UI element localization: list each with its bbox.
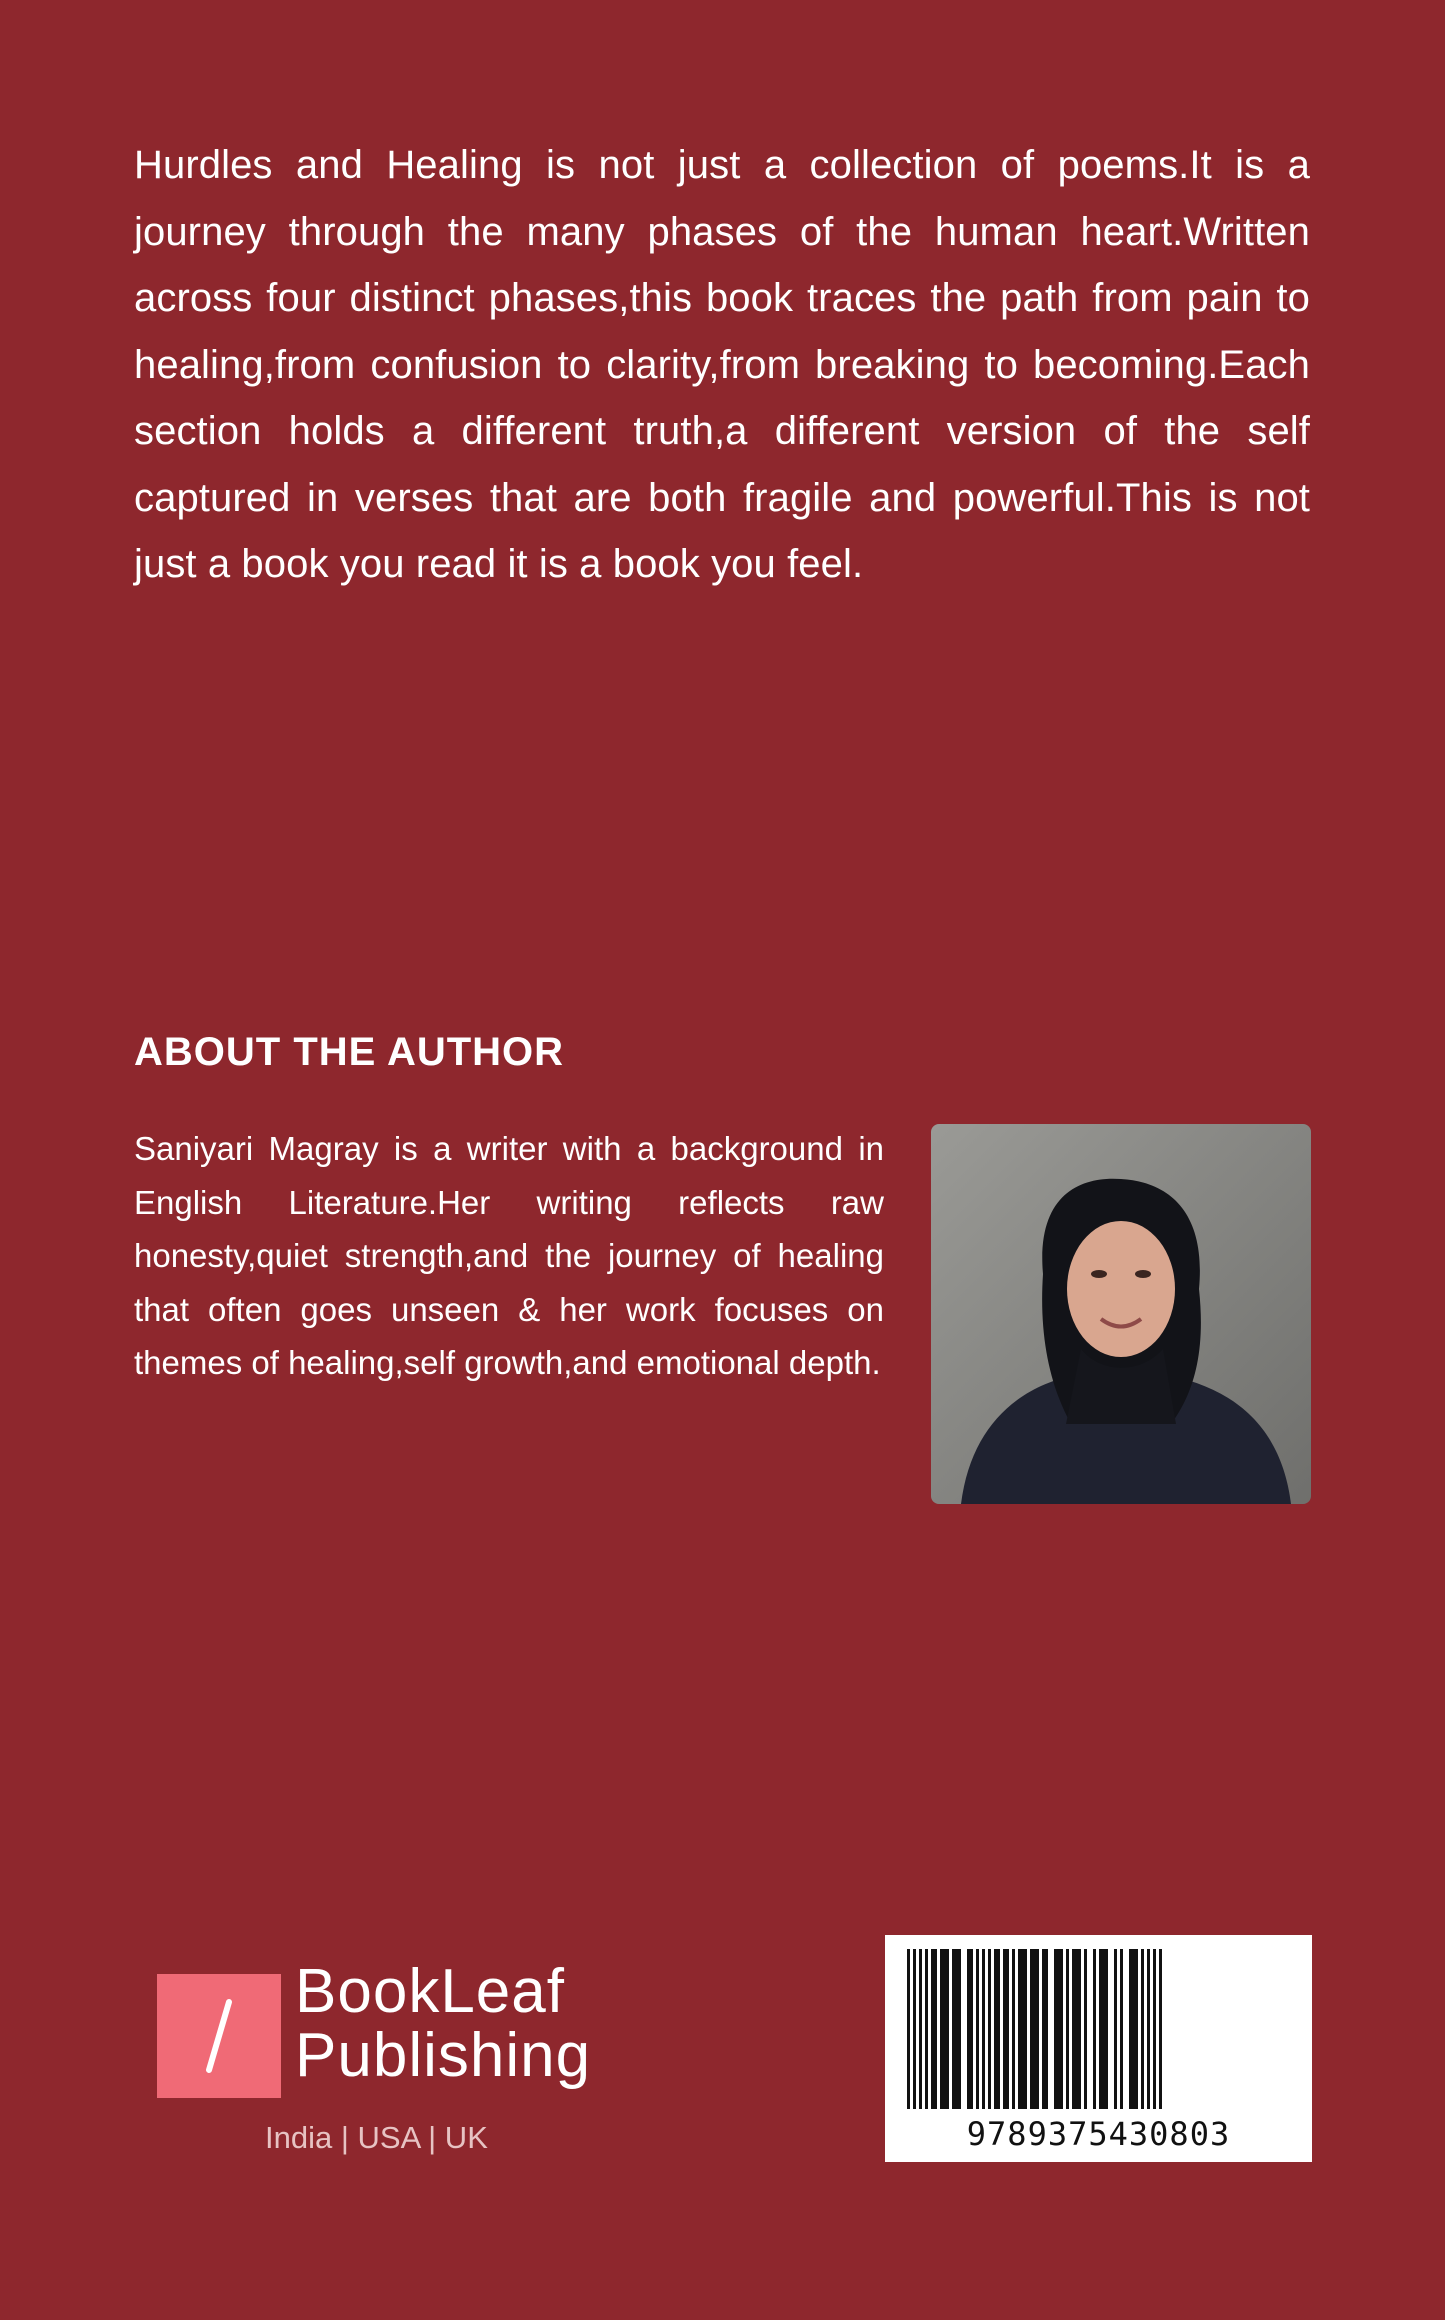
barcode-bar	[1153, 1949, 1156, 2109]
barcode-bar	[1012, 1949, 1015, 2109]
barcode-bar	[1099, 1949, 1108, 2109]
barcode-bar	[1141, 1949, 1144, 2109]
barcode-bar	[1030, 1949, 1039, 2109]
barcode-bar	[1084, 1949, 1087, 2109]
barcode-bar	[988, 1949, 991, 2109]
isbn-barcode	[885, 1935, 1312, 2162]
barcode-bar	[907, 1949, 910, 2109]
barcode-bar	[967, 1949, 973, 2109]
barcode-bar	[925, 1949, 928, 2109]
barcode-bar	[1066, 1949, 1069, 2109]
barcode-bar	[1054, 1949, 1063, 2109]
barcode-bar	[1159, 1949, 1162, 2109]
back-cover-blurb: Hurdles and Healing is not just a collection of poems.It is a journey through the many phases of the human heart.Written across four distinct phases,this book traces the path from pain to healing,from confusion to clarity,from breaking to becoming.Each section holds a different truth,a different version of the self captured in verses that are both fragile and powerful.This is not just a book you read it is a book you feel.	[134, 143, 1310, 586]
barcode-bar	[1120, 1949, 1123, 2109]
barcode-bar	[1129, 1949, 1138, 2109]
author-bio: Saniyari Magray is a writer with a background in English Literature.Her writing reflects raw honesty,quiet strength,and the journey of healing that often goes unseen & her work focuses on themes of healing,self growth,and emotional depth.	[134, 1130, 884, 1381]
barcode-bar	[952, 1949, 961, 2109]
barcode-bar	[913, 1949, 916, 2109]
publisher-name	[295, 1957, 615, 2090]
barcode-bar	[994, 1949, 1000, 2109]
publisher-name-line1: BookLeaf	[295, 1957, 565, 2026]
barcode-bar	[931, 1949, 937, 2109]
barcode-bar	[940, 1949, 949, 2109]
barcode-bar	[919, 1949, 922, 2109]
barcode-bars	[901, 1949, 1296, 2109]
barcode-bar	[1072, 1949, 1081, 2109]
barcode-bar	[1147, 1949, 1150, 2109]
isbn-number: 9789375430803	[966, 2115, 1231, 2153]
barcode-bar	[1018, 1949, 1027, 2109]
bookleaf-logo-icon	[157, 1974, 281, 2098]
barcode-bar	[1003, 1949, 1009, 2109]
barcode-bar	[1093, 1949, 1096, 2109]
barcode-bar	[1114, 1949, 1117, 2109]
author-photo	[931, 1124, 1311, 1504]
publisher-regions: India | USA | UK	[265, 2120, 488, 2155]
barcode-bar	[1042, 1949, 1048, 2109]
barcode-bar	[976, 1949, 979, 2109]
barcode-bar	[982, 1949, 985, 2109]
publisher-name-line2: Publishing	[295, 2021, 592, 2090]
about-author-heading: ABOUT THE AUTHOR	[134, 1030, 565, 1074]
